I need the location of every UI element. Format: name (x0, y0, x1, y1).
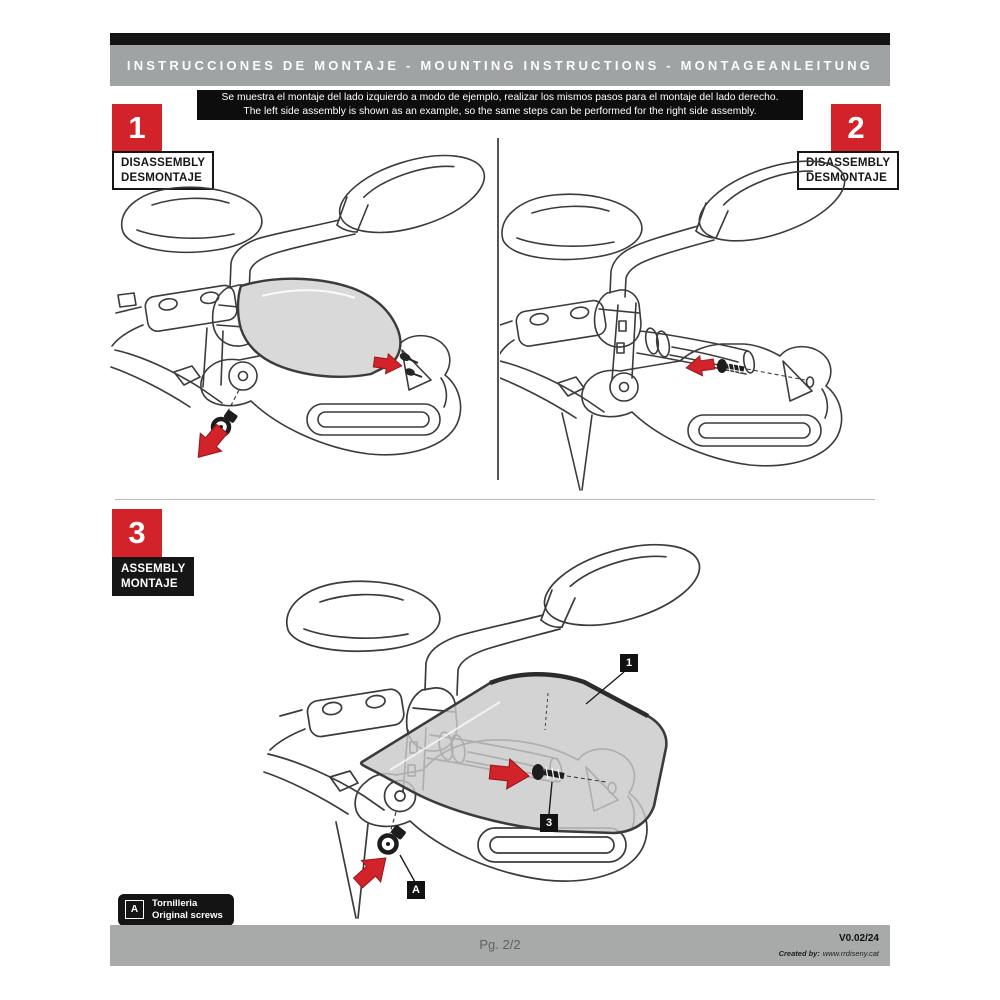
header-bar (110, 45, 890, 86)
panel-1-illustration (110, 135, 500, 495)
brake-reservoir (500, 299, 607, 357)
mirror (535, 530, 708, 641)
version-label: V0.02/24 (838, 933, 879, 944)
lower-arm (500, 303, 636, 418)
step-2-label-en: DISASSEMBLY (806, 157, 891, 169)
callout-screw-badge: 3 (540, 814, 558, 832)
front-cowl (502, 194, 642, 259)
credit-label: Created by: (778, 949, 820, 958)
credit-line (779, 949, 879, 958)
mirror-stalk (595, 203, 728, 347)
step-3-label-es: MONTAJE (121, 577, 178, 590)
legend-line-en: Original screws (152, 909, 223, 921)
screw-A (380, 824, 407, 852)
step-3-label (112, 557, 194, 596)
credit-url: www.rrdiseny.cat (822, 949, 879, 958)
step-1-label-es: DESMONTAJE (121, 171, 203, 184)
footer-bar (110, 925, 890, 966)
brake-reservoir (112, 284, 238, 346)
front-cowl (287, 581, 440, 651)
panel-3-illustration (250, 530, 770, 930)
section-divider-horizontal (115, 499, 875, 500)
red-arrow-icon (685, 354, 716, 378)
front-cowl (122, 187, 262, 252)
callout-original-screw-badge: A (407, 881, 425, 899)
step-2-label-es: DESMONTAJE (806, 171, 888, 184)
legend-original-screws (118, 894, 234, 926)
tip-screws (399, 352, 422, 377)
step-3-label-en: ASSEMBLY (121, 563, 186, 575)
step-2-number-text: 2 (847, 110, 865, 145)
panel-divider-vertical (497, 138, 499, 480)
notice-line-es: Se muestra el montaje del lado izquierdo a modo de ejemplo, realizar los mismos pasos para el montaje del lado derecho. (221, 92, 779, 103)
brake-reservoir (270, 688, 405, 750)
panel-2-illustration (500, 135, 890, 495)
notice-banner (197, 90, 803, 120)
page-title: INSTRUCCIONES DE MONTAJE - MOUNTING INSTRUCTIONS - MONTAGEANLEITUNG (126, 58, 874, 73)
fork-lines (562, 413, 592, 490)
top-black-bar (110, 33, 890, 45)
step-1-number-text: 1 (128, 110, 146, 145)
notice-line-en: The left side assembly is shown as an example, so the same steps can be performed for the right side assembly. (243, 106, 757, 118)
page-indicator: Pg. 2/2 (479, 937, 521, 952)
step-1-label-en: DISASSEMBLY (121, 157, 206, 169)
leader-line-A (400, 855, 415, 882)
legend-key-icon: A (125, 900, 144, 919)
callout-part-badge: 1 (620, 654, 638, 672)
red-arrow-large-icon (188, 420, 233, 466)
lower-arm (111, 328, 223, 407)
legend-line-es: Tornilleria (152, 898, 198, 909)
step-3-number (112, 509, 162, 557)
step-3-number-text: 3 (128, 515, 146, 550)
